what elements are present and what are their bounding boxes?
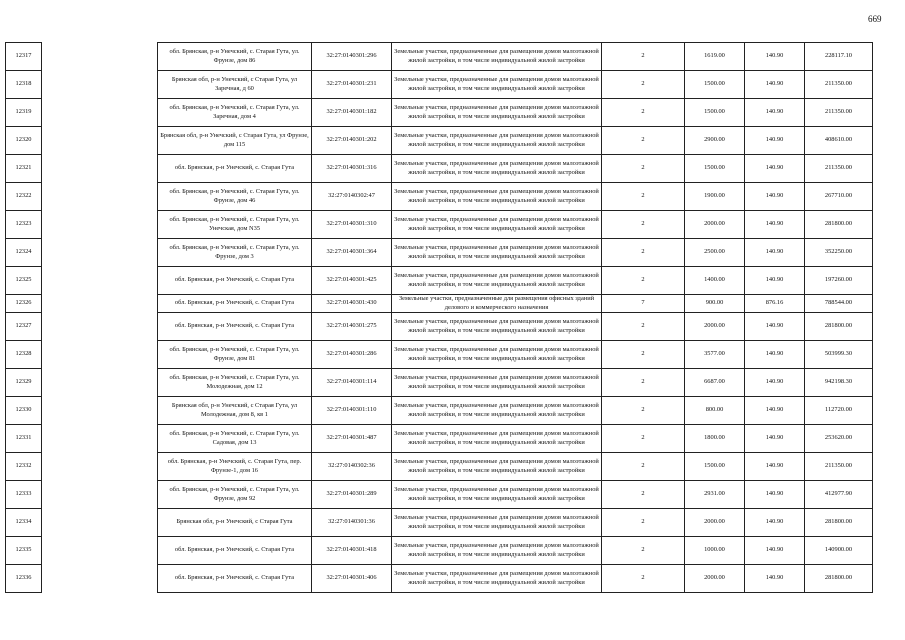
specific-value-cell: 140.90 [745, 453, 805, 481]
group-number-cell: 2 [602, 565, 685, 593]
specific-value-cell: 876.16 [745, 295, 805, 313]
table-row [6, 341, 873, 369]
area-cell: 1500.00 [685, 453, 745, 481]
group-number-cell: 2 [602, 537, 685, 565]
spacer-cell [42, 295, 158, 313]
row-id-cell: 12330 [6, 397, 42, 425]
land-use-purpose-cell: Земельные участки, предназначенные для размещения домов малоэтажной жилой застройки, в том числе индивидуальной жилой застройки [392, 239, 602, 267]
land-use-purpose-cell: Земельные участки, предназначенные для размещения домов малоэтажной жилой застройки, в том числе индивидуальной жилой застройки [392, 267, 602, 295]
cadastral-value-cell: 788544.00 [805, 295, 873, 313]
group-number-cell: 2 [602, 313, 685, 341]
area-cell: 2000.00 [685, 211, 745, 239]
cadastral-value-cell: 211350.00 [805, 99, 873, 127]
land-use-purpose-cell: Земельные участки, предназначенные для размещения домов малоэтажной жилой застройки, в том числе индивидуальной жилой застройки [392, 211, 602, 239]
specific-value-cell: 140.90 [745, 99, 805, 127]
group-number-cell: 2 [602, 71, 685, 99]
row-id-cell: 12332 [6, 453, 42, 481]
group-number-cell: 2 [602, 341, 685, 369]
group-number-cell: 2 [602, 369, 685, 397]
spacer-cell [42, 127, 158, 155]
address-cell: обл. Брянская, р-н Унечский, с. Старая Гута, ул. Унечская, дом N35 [158, 211, 312, 239]
cadastral-value-cell: 211350.00 [805, 453, 873, 481]
group-number-cell: 2 [602, 239, 685, 267]
cadastral-number-cell: 32:27:0140302:36 [312, 453, 392, 481]
row-id-cell: 12319 [6, 99, 42, 127]
land-use-purpose-cell: Земельные участки, предназначенные для размещения домов малоэтажной жилой застройки, в том числе индивидуальной жилой застройки [392, 313, 602, 341]
area-cell: 2000.00 [685, 313, 745, 341]
cadastral-value-cell: 281800.00 [805, 509, 873, 537]
specific-value-cell: 140.90 [745, 239, 805, 267]
area-cell: 1500.00 [685, 71, 745, 99]
group-number-cell: 2 [602, 397, 685, 425]
cadastral-value-cell: 503999.30 [805, 341, 873, 369]
cadastral-number-cell: 32:27:0140301:36 [312, 509, 392, 537]
specific-value-cell: 140.90 [745, 71, 805, 99]
spacer-cell [42, 267, 158, 295]
table-row [6, 397, 873, 425]
registry-table [5, 42, 873, 593]
address-cell: обл. Брянская, р-н Унечский, с. Старая Гута [158, 313, 312, 341]
group-number-cell: 2 [602, 453, 685, 481]
spacer-cell [42, 565, 158, 593]
spacer-cell [42, 99, 158, 127]
cadastral-value-cell: 112720.00 [805, 397, 873, 425]
cadastral-number-cell: 32:27:0140301:430 [312, 295, 392, 313]
registry-body [6, 43, 873, 593]
address-cell: обл. Брянская, р-н Унечский, с. Старая Гута, ул. Садовая, дом 13 [158, 425, 312, 453]
area-cell: 2931.00 [685, 481, 745, 509]
address-cell: обл. Брянская, р-н Унечский, с. Старая Гута [158, 295, 312, 313]
row-id-cell: 12329 [6, 369, 42, 397]
specific-value-cell: 140.90 [745, 183, 805, 211]
cadastral-value-cell: 281800.00 [805, 211, 873, 239]
row-id-cell: 12317 [6, 43, 42, 71]
row-id-cell: 12334 [6, 509, 42, 537]
cadastral-number-cell: 32:27:0140301:114 [312, 369, 392, 397]
cadastral-number-cell: 32:27:0140301:275 [312, 313, 392, 341]
group-number-cell: 7 [602, 295, 685, 313]
land-use-purpose-cell: Земельные участки, предназначенные для размещения домов малоэтажной жилой застройки, в том числе индивидуальной жилой застройки [392, 537, 602, 565]
spacer-cell [42, 453, 158, 481]
table-row [6, 43, 873, 71]
row-id-cell: 12318 [6, 71, 42, 99]
table-row [6, 211, 873, 239]
specific-value-cell: 140.90 [745, 481, 805, 509]
area-cell: 6687.00 [685, 369, 745, 397]
cadastral-number-cell: 32:27:0140301:418 [312, 537, 392, 565]
area-cell: 1000.00 [685, 537, 745, 565]
spacer-cell [42, 397, 158, 425]
land-use-purpose-cell: Земельные участки, предназначенные для размещения домов малоэтажной жилой застройки, в том числе индивидуальной жилой застройки [392, 341, 602, 369]
spacer-cell [42, 43, 158, 71]
row-id-cell: 12327 [6, 313, 42, 341]
specific-value-cell: 140.90 [745, 425, 805, 453]
cadastral-value-cell: 408610.00 [805, 127, 873, 155]
area-cell: 1500.00 [685, 99, 745, 127]
land-use-purpose-cell: Земельные участки, предназначенные для размещения домов малоэтажной жилой застройки, в том числе индивидуальной жилой застройки [392, 183, 602, 211]
area-cell: 1500.00 [685, 155, 745, 183]
specific-value-cell: 140.90 [745, 509, 805, 537]
spacer-cell [42, 211, 158, 239]
cadastral-value-cell: 197260.00 [805, 267, 873, 295]
specific-value-cell: 140.90 [745, 211, 805, 239]
cadastral-number-cell: 32:27:0140301:364 [312, 239, 392, 267]
land-use-purpose-cell: Земельные участки, предназначенные для размещения домов малоэтажной жилой застройки, в том числе индивидуальной жилой застройки [392, 369, 602, 397]
area-cell: 1400.00 [685, 267, 745, 295]
group-number-cell: 2 [602, 267, 685, 295]
group-number-cell: 2 [602, 43, 685, 71]
row-id-cell: 12320 [6, 127, 42, 155]
cadastral-value-cell: 211350.00 [805, 155, 873, 183]
area-cell: 800.00 [685, 397, 745, 425]
cadastral-number-cell: 32:27:0140301:310 [312, 211, 392, 239]
spacer-cell [42, 537, 158, 565]
area-cell: 2500.00 [685, 239, 745, 267]
table-row [6, 183, 873, 211]
cadastral-value-cell: 211350.00 [805, 71, 873, 99]
row-id-cell: 12321 [6, 155, 42, 183]
land-use-purpose-cell: Земельные участки, предназначенные для размещения офисных зданий делового и коммерческого назначения [392, 295, 602, 313]
cadastral-number-cell: 32:27:0140301:231 [312, 71, 392, 99]
specific-value-cell: 140.90 [745, 155, 805, 183]
cadastral-number-cell: 32:27:0140301:296 [312, 43, 392, 71]
cadastral-number-cell: 32:27:0140302:47 [312, 183, 392, 211]
cadastral-value-cell: 352250.00 [805, 239, 873, 267]
address-cell: обл. Брянская, р-н Унечский, с. Старая Гута, ул. Фрунзе, дом 81 [158, 341, 312, 369]
specific-value-cell: 140.90 [745, 537, 805, 565]
row-id-cell: 12328 [6, 341, 42, 369]
cadastral-number-cell: 32:27:0140301:406 [312, 565, 392, 593]
page-number: 669 [868, 14, 882, 24]
group-number-cell: 2 [602, 481, 685, 509]
land-use-purpose-cell: Земельные участки, предназначенные для размещения домов малоэтажной жилой застройки, в том числе индивидуальной жилой застройки [392, 71, 602, 99]
cadastral-number-cell: 32:27:0140301:316 [312, 155, 392, 183]
address-cell: Брянская обл, р-н Унечский, с Старая Гута, ул Молодежная, дом 8, кв 1 [158, 397, 312, 425]
specific-value-cell: 140.90 [745, 565, 805, 593]
table-row [6, 71, 873, 99]
cadastral-value-cell: 253620.00 [805, 425, 873, 453]
address-cell: обл. Брянская, р-н Унечский, с. Старая Гута, пер. Фрунзе-1, дом 16 [158, 453, 312, 481]
cadastral-number-cell: 32:27:0140301:289 [312, 481, 392, 509]
land-use-purpose-cell: Земельные участки, предназначенные для размещения домов малоэтажной жилой застройки, в том числе индивидуальной жилой застройки [392, 565, 602, 593]
address-cell: Брянская обл, р-н Унечский, с Старая Гута, ул Фрунзе, дом 115 [158, 127, 312, 155]
group-number-cell: 2 [602, 425, 685, 453]
specific-value-cell: 140.90 [745, 127, 805, 155]
area-cell: 2900.00 [685, 127, 745, 155]
cadastral-number-cell: 32:27:0140301:202 [312, 127, 392, 155]
address-cell: Брянская обл, р-н Унечский, с Старая Гута, ул Заречная, д 60 [158, 71, 312, 99]
group-number-cell: 2 [602, 155, 685, 183]
specific-value-cell: 140.90 [745, 341, 805, 369]
table-row [6, 267, 873, 295]
address-cell: обл. Брянская, р-н Унечский, с. Старая Гута, ул. Фрунзе, дом 86 [158, 43, 312, 71]
table-row [6, 313, 873, 341]
address-cell: обл. Брянская, р-н Унечский, с. Старая Гута, ул. Молодежная, дом 12 [158, 369, 312, 397]
spacer-cell [42, 313, 158, 341]
area-cell: 1900.00 [685, 183, 745, 211]
spacer-cell [42, 155, 158, 183]
land-use-purpose-cell: Земельные участки, предназначенные для размещения домов малоэтажной жилой застройки, в том числе индивидуальной жилой застройки [392, 99, 602, 127]
land-use-purpose-cell: Земельные участки, предназначенные для размещения домов малоэтажной жилой застройки, в том числе индивидуальной жилой застройки [392, 127, 602, 155]
group-number-cell: 2 [602, 127, 685, 155]
table-row [6, 127, 873, 155]
address-cell: обл. Брянская, р-н Унечский, с. Старая Гута [158, 155, 312, 183]
table-row [6, 99, 873, 127]
land-use-purpose-cell: Земельные участки, предназначенные для размещения домов малоэтажной жилой застройки, в том числе индивидуальной жилой застройки [392, 397, 602, 425]
row-id-cell: 12322 [6, 183, 42, 211]
area-cell: 3577.00 [685, 341, 745, 369]
address-cell: обл. Брянская, р-н Унечский, с. Старая Гута, ул. Фрунзе, дом 92 [158, 481, 312, 509]
area-cell: 2000.00 [685, 565, 745, 593]
spacer-cell [42, 425, 158, 453]
group-number-cell: 2 [602, 211, 685, 239]
spacer-cell [42, 369, 158, 397]
cadastral-value-cell: 267710.00 [805, 183, 873, 211]
spacer-cell [42, 183, 158, 211]
address-cell: обл. Брянская, р-н Унечский, с. Старая Гута [158, 537, 312, 565]
cadastral-number-cell: 32:27:0140301:286 [312, 341, 392, 369]
land-use-purpose-cell: Земельные участки, предназначенные для размещения домов малоэтажной жилой застройки, в том числе индивидуальной жилой застройки [392, 509, 602, 537]
address-cell: обл. Брянская, р-н Унечский, с. Старая Гута, ул. Фрунзе, дом 46 [158, 183, 312, 211]
spacer-cell [42, 481, 158, 509]
group-number-cell: 2 [602, 183, 685, 211]
row-id-cell: 12331 [6, 425, 42, 453]
cadastral-number-cell: 32:27:0140301:487 [312, 425, 392, 453]
table-row [6, 369, 873, 397]
table-row [6, 155, 873, 183]
area-cell: 2000.00 [685, 509, 745, 537]
spacer-cell [42, 341, 158, 369]
specific-value-cell: 140.90 [745, 397, 805, 425]
land-use-purpose-cell: Земельные участки, предназначенные для размещения домов малоэтажной жилой застройки, в том числе индивидуальной жилой застройки [392, 453, 602, 481]
table-row [6, 509, 873, 537]
land-use-purpose-cell: Земельные участки, предназначенные для размещения домов малоэтажной жилой застройки, в том числе индивидуальной жилой застройки [392, 43, 602, 71]
cadastral-number-cell: 32:27:0140301:425 [312, 267, 392, 295]
table-row [6, 481, 873, 509]
spacer-cell [42, 239, 158, 267]
cadastral-value-cell: 281800.00 [805, 565, 873, 593]
table-row [6, 425, 873, 453]
cadastral-number-cell: 32:27:0140301:110 [312, 397, 392, 425]
specific-value-cell: 140.90 [745, 369, 805, 397]
table-row [6, 565, 873, 593]
cadastral-value-cell: 140900.00 [805, 537, 873, 565]
address-cell: Брянская обл, р-н Унечский, с Старая Гута [158, 509, 312, 537]
spacer-cell [42, 509, 158, 537]
cadastral-value-cell: 942198.30 [805, 369, 873, 397]
specific-value-cell: 140.90 [745, 267, 805, 295]
table-row [6, 239, 873, 267]
row-id-cell: 12323 [6, 211, 42, 239]
row-id-cell: 12324 [6, 239, 42, 267]
land-use-purpose-cell: Земельные участки, предназначенные для размещения домов малоэтажной жилой застройки, в том числе индивидуальной жилой застройки [392, 481, 602, 509]
cadastral-value-cell: 281800.00 [805, 313, 873, 341]
row-id-cell: 12336 [6, 565, 42, 593]
cadastral-number-cell: 32:27:0140301:182 [312, 99, 392, 127]
area-cell: 1619.00 [685, 43, 745, 71]
row-id-cell: 12335 [6, 537, 42, 565]
group-number-cell: 2 [602, 509, 685, 537]
address-cell: обл. Брянская, р-н Унечский, с. Старая Гута [158, 565, 312, 593]
cadastral-value-cell: 412977.90 [805, 481, 873, 509]
address-cell: обл. Брянская, р-н Унечский, с. Старая Гута, ул. Заречная, дом 4 [158, 99, 312, 127]
specific-value-cell: 140.90 [745, 313, 805, 341]
land-use-purpose-cell: Земельные участки, предназначенные для размещения домов малоэтажной жилой застройки, в том числе индивидуальной жилой застройки [392, 155, 602, 183]
area-cell: 1800.00 [685, 425, 745, 453]
address-cell: обл. Брянская, р-н Унечский, с. Старая Гута, ул. Фрунзе, дом 3 [158, 239, 312, 267]
specific-value-cell: 140.90 [745, 43, 805, 71]
table-row [6, 295, 873, 313]
land-use-purpose-cell: Земельные участки, предназначенные для размещения домов малоэтажной жилой застройки, в том числе индивидуальной жилой застройки [392, 425, 602, 453]
table-row [6, 537, 873, 565]
row-id-cell: 12326 [6, 295, 42, 313]
row-id-cell: 12333 [6, 481, 42, 509]
row-id-cell: 12325 [6, 267, 42, 295]
address-cell: обл. Брянская, р-н Унечский, с. Старая Гута [158, 267, 312, 295]
table-row [6, 453, 873, 481]
group-number-cell: 2 [602, 99, 685, 127]
area-cell: 900.00 [685, 295, 745, 313]
cadastral-value-cell: 228117.10 [805, 43, 873, 71]
spacer-cell [42, 71, 158, 99]
